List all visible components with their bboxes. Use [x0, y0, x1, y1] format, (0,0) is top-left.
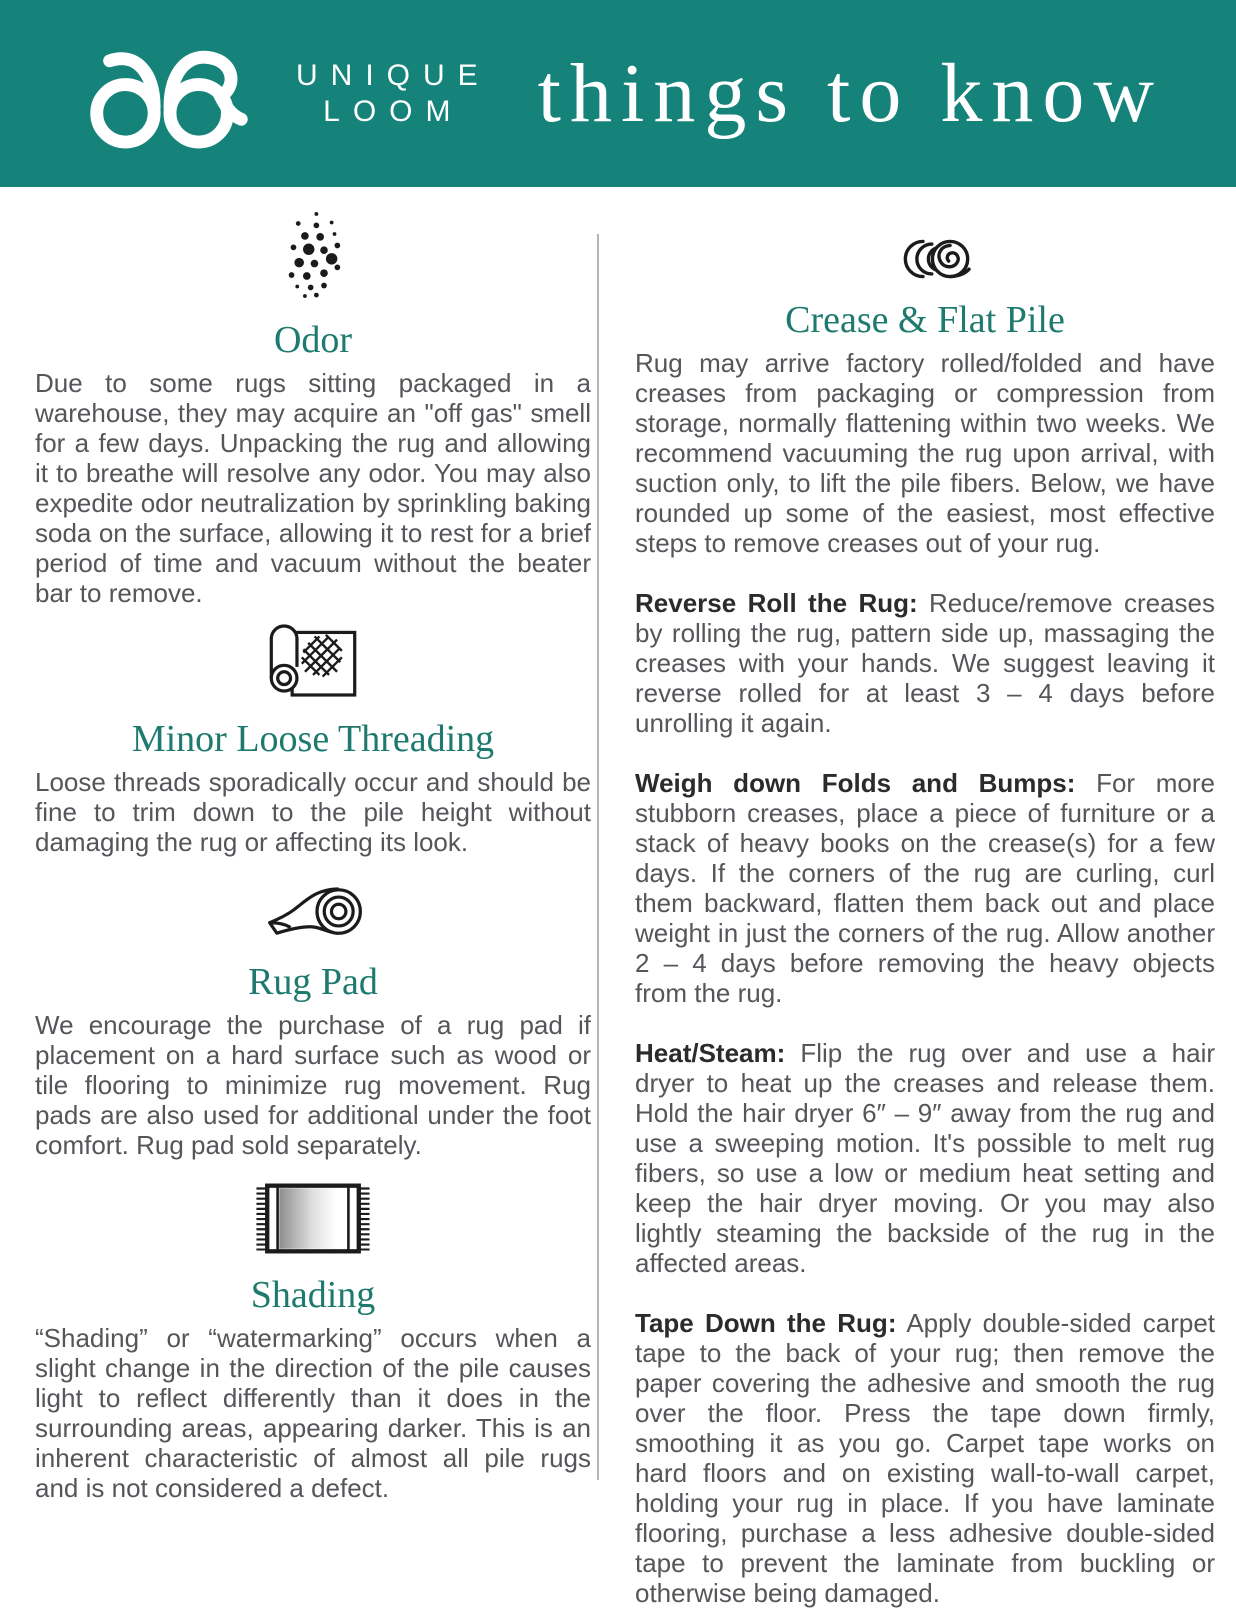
tip-label: Reverse Roll the Rug:	[635, 588, 918, 618]
unique-loom-logo-icon	[70, 38, 268, 149]
section-shading	[35, 1182, 591, 1503]
section-odor	[35, 210, 591, 608]
tip-heat-steam	[635, 1038, 1215, 1278]
tip-text: Apply double-sided carpet tape to the back of your rug; then remove the paper covering the adhesive and smooth the rug over the floor. Press the tape down firmly, smoothing it as you go. Carpet tape works on hard floors and on existing wall-to-wall carpet, holding your rug in place. If you have laminate flooring, purchase a less adhesive double-sided tape to prevent the laminate from buckling or otherwise being damaged.	[635, 1308, 1216, 1608]
rolled-rug-spiral-icon	[635, 238, 1215, 280]
tip-label: Tape Down the Rug:	[635, 1308, 897, 1338]
tip-reverse-roll	[635, 588, 1215, 738]
section-body-rug-pad: We encourage the purchase of a rug pad if placement on a hard surface such as wood or tile flooring to minimize rug movement. Rug pads are also used for additional under the foot comfort. Rug pad sold separately.	[35, 1010, 591, 1160]
section-rug-pad	[35, 881, 591, 1160]
brand-name-line2: LOOM	[323, 94, 464, 128]
brand-name-line1: UNIQUE	[296, 58, 491, 92]
section-crease-flat-pile	[635, 238, 1215, 1608]
section-heading-odor: Odor	[273, 319, 353, 361]
section-body-shading: “Shading” or “watermarking” occurs when a slight change in the direction of the pile causes light to reflect differently than it does in the surrounding areas, appearing darker. This is an inherent characteristic of almost all pile rugs and is not considered a defect.	[35, 1323, 591, 1503]
section-body-minor-loose-threading: Loose threads sporadically occur and should be fine to trim down to the pile height without damaging the rug or affecting its look.	[35, 767, 591, 857]
right-column	[635, 210, 1215, 1608]
rolled-rug-icon	[35, 622, 591, 699]
shaded-rug-icon	[35, 1182, 591, 1255]
brand-logo-block	[70, 38, 491, 149]
odor-dots-icon	[35, 210, 591, 300]
tip-text: Flip the rug over and use a hair dryer to heat up the creases and release them. Hold the hair dryer 6″ – 9″ away from the rug and use a sweeping motion. It's possible to melt rug fibers, so use a low or medium heat setting and keep the hair dryer moving. Or you may also lightly steaming the backside of the rug in the affected areas.	[635, 1038, 1216, 1278]
section-intro-crease-flat-pile: Rug may arrive factory rolled/folded and have creases from packaging or compression from storage, normally flattening within two weeks. We recommend vacuuming the rug upon arrival, with suction only, to lift the pile fibers. Below, we have rounded up some of the easiest, most effective steps to remove creases out of your rug.	[635, 348, 1215, 558]
section-body-odor: Due to some rugs sitting packaged in a warehouse, they may acquire an "off gas" smell for a few days. Unpacking the rug and allowing it to breathe will resolve any odor. You may also expedite odor neutralization by sprinkling baking soda on the surface, allowing it to rest for a brief period of time and vacuum without the beater bar to remove.	[35, 368, 591, 608]
content-area	[0, 187, 1236, 1608]
left-column	[35, 210, 591, 1608]
tip-text: For more stubborn creases, place a piece of furniture or a stack of heavy books on the crease(s) for a few days. If the corners of the rug are curling, curl them backward, flatten them back out and place weight in just the corners of the rug. Allow another 2 – 4 days before removing the heavy objects from the rug.	[635, 768, 1215, 1008]
tip-label: Weigh down Folds and Bumps:	[635, 768, 1076, 798]
tip-tape-down	[635, 1308, 1215, 1608]
column-divider	[597, 234, 599, 1480]
rug-pad-roll-icon	[35, 881, 591, 942]
page-header	[0, 0, 1236, 187]
page-title: things to know	[537, 46, 1164, 140]
tip-weigh-down	[635, 768, 1215, 1008]
section-heading-shading: Shading	[250, 1274, 376, 1316]
tip-label: Heat/Steam:	[635, 1038, 786, 1068]
tip-text: Reduce/remove creases by rolling the rug, pattern side up, massaging the creases with your hands. We suggest leaving it reverse rolled for at least 3 – 4 days before unrolling it again.	[635, 588, 1215, 738]
brand-name	[290, 58, 491, 130]
section-heading-rug-pad: Rug Pad	[248, 961, 378, 1003]
section-heading-crease-flat-pile: Crease & Flat Pile	[785, 299, 1065, 341]
section-heading-minor-loose-threading: Minor Loose Threading	[131, 718, 495, 760]
section-minor-loose-threading	[35, 622, 591, 857]
